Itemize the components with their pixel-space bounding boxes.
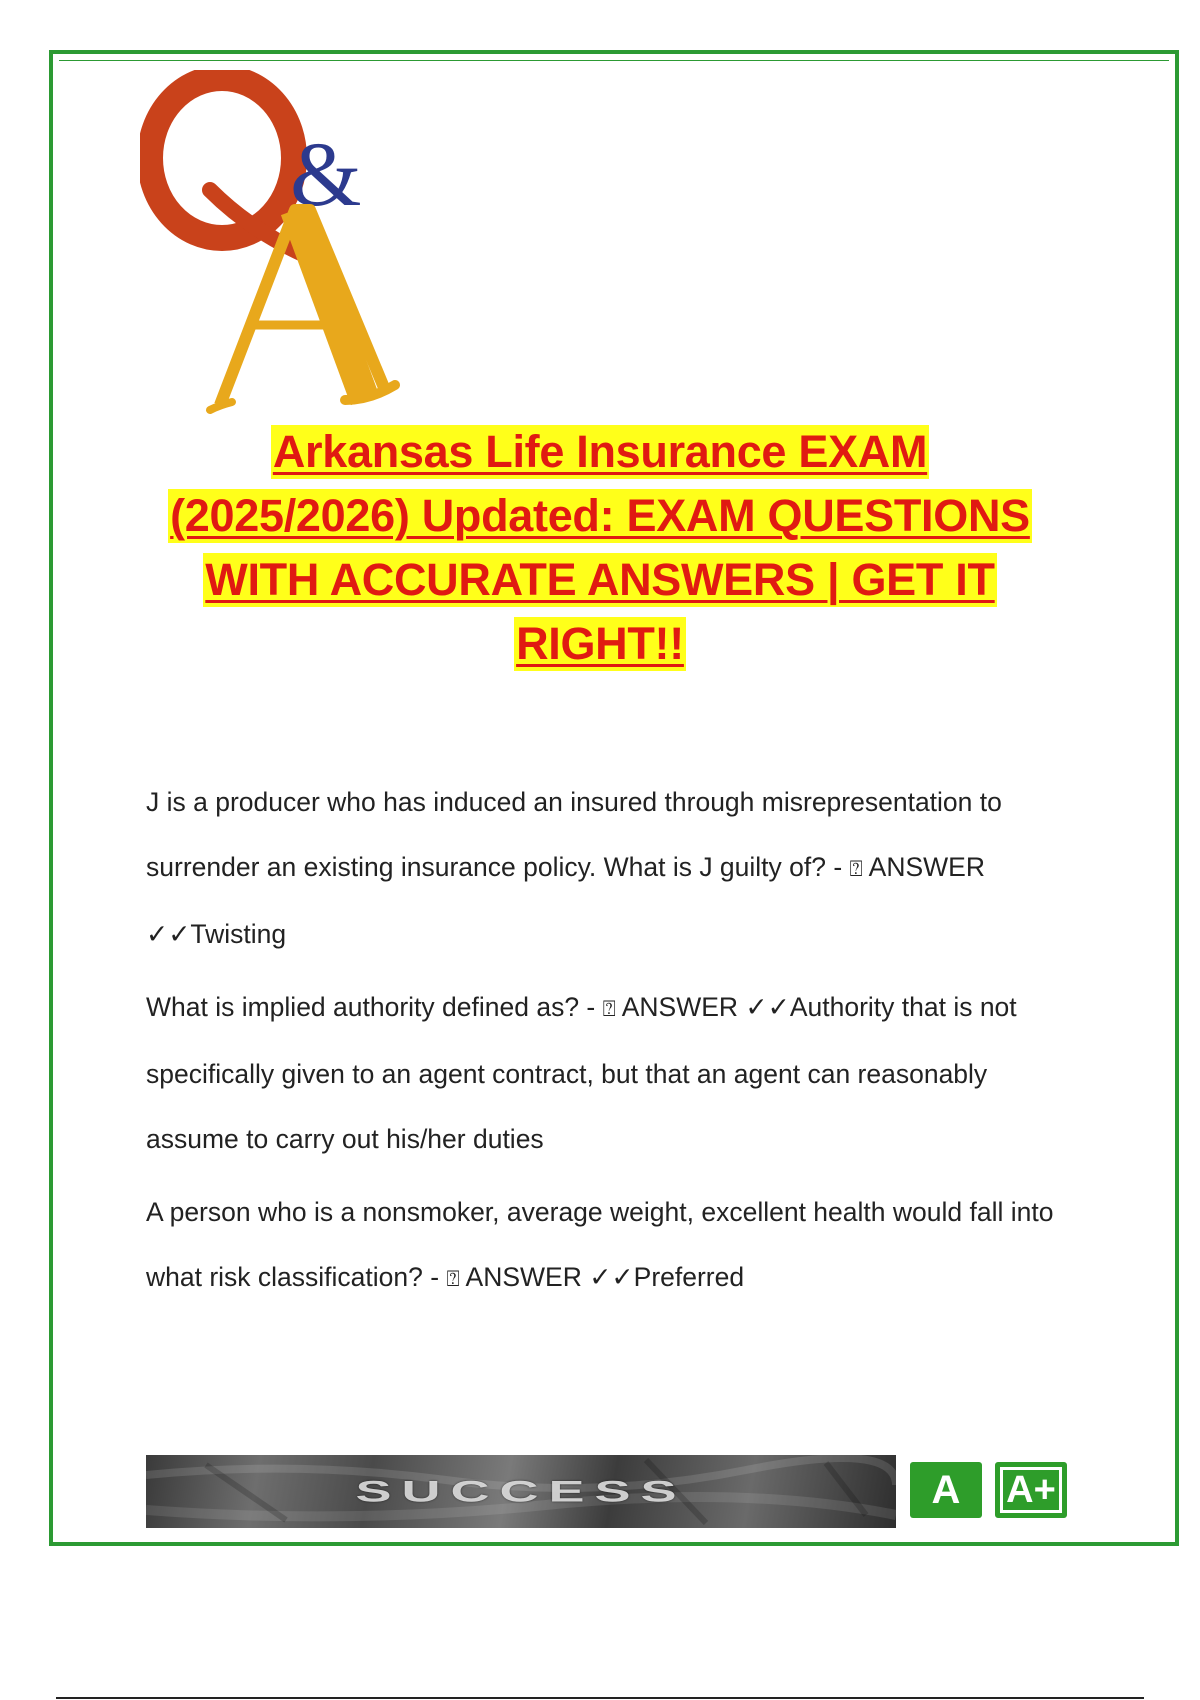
- answer-text: Authority that is not specifically given to an agent contract, but that an agent can reasonably assume to carry out his/her duties: [146, 992, 1017, 1154]
- svg-text:&: &: [290, 123, 362, 225]
- title-line-3: WITH ACCURATE ANSWERS | GET IT: [205, 554, 995, 605]
- question-text: A person who is a nonsmoker, average weight, excellent health would fall into what risk classification? -: [146, 1197, 1054, 1292]
- grade-a-plus-badge: [995, 1462, 1067, 1518]
- question-text: What is implied authority defined as? -: [146, 992, 603, 1022]
- double-check-icon: ✓✓: [745, 992, 790, 1023]
- title-line-4: RIGHT!!: [516, 618, 684, 669]
- unknown-glyph-icon: ⍰: [602, 997, 616, 1022]
- qa-item: [146, 1180, 1086, 1312]
- grade-a-plus-label: A+: [1003, 1470, 1059, 1510]
- question-text: J is a producer who has induced an insured through misrepresentation to surrender an existing insurance policy. What is J guilty of? -: [146, 787, 1002, 882]
- qa-logo: [140, 70, 430, 420]
- document-title: [120, 420, 1080, 676]
- qa-logo-graphic: [140, 70, 430, 420]
- banner-text: SUCCESS: [355, 1475, 687, 1508]
- bottom-divider: [56, 1697, 1144, 1699]
- answer-label: ANSWER: [615, 992, 746, 1022]
- qa-list: [146, 770, 1086, 1320]
- grade-a-badge: A: [910, 1462, 982, 1518]
- title-line-1: Arkansas Life Insurance EXAM: [272, 426, 928, 477]
- unknown-glyph-icon: ⍰: [849, 857, 863, 882]
- unknown-glyph-icon: ⍰: [446, 1267, 460, 1292]
- answer-text: Preferred: [633, 1262, 745, 1292]
- answer-text: Twisting: [190, 919, 287, 949]
- double-check-icon: ✓✓: [146, 919, 191, 950]
- success-banner: [146, 1455, 896, 1528]
- title-line-2: (2025/2026) Updated: EXAM QUESTIONS: [170, 490, 1030, 541]
- answer-label: ANSWER: [862, 852, 985, 882]
- qa-item: [146, 975, 1086, 1172]
- answer-label: ANSWER: [459, 1262, 590, 1292]
- double-check-icon: ✓✓: [589, 1262, 634, 1293]
- qa-item: [146, 770, 1086, 967]
